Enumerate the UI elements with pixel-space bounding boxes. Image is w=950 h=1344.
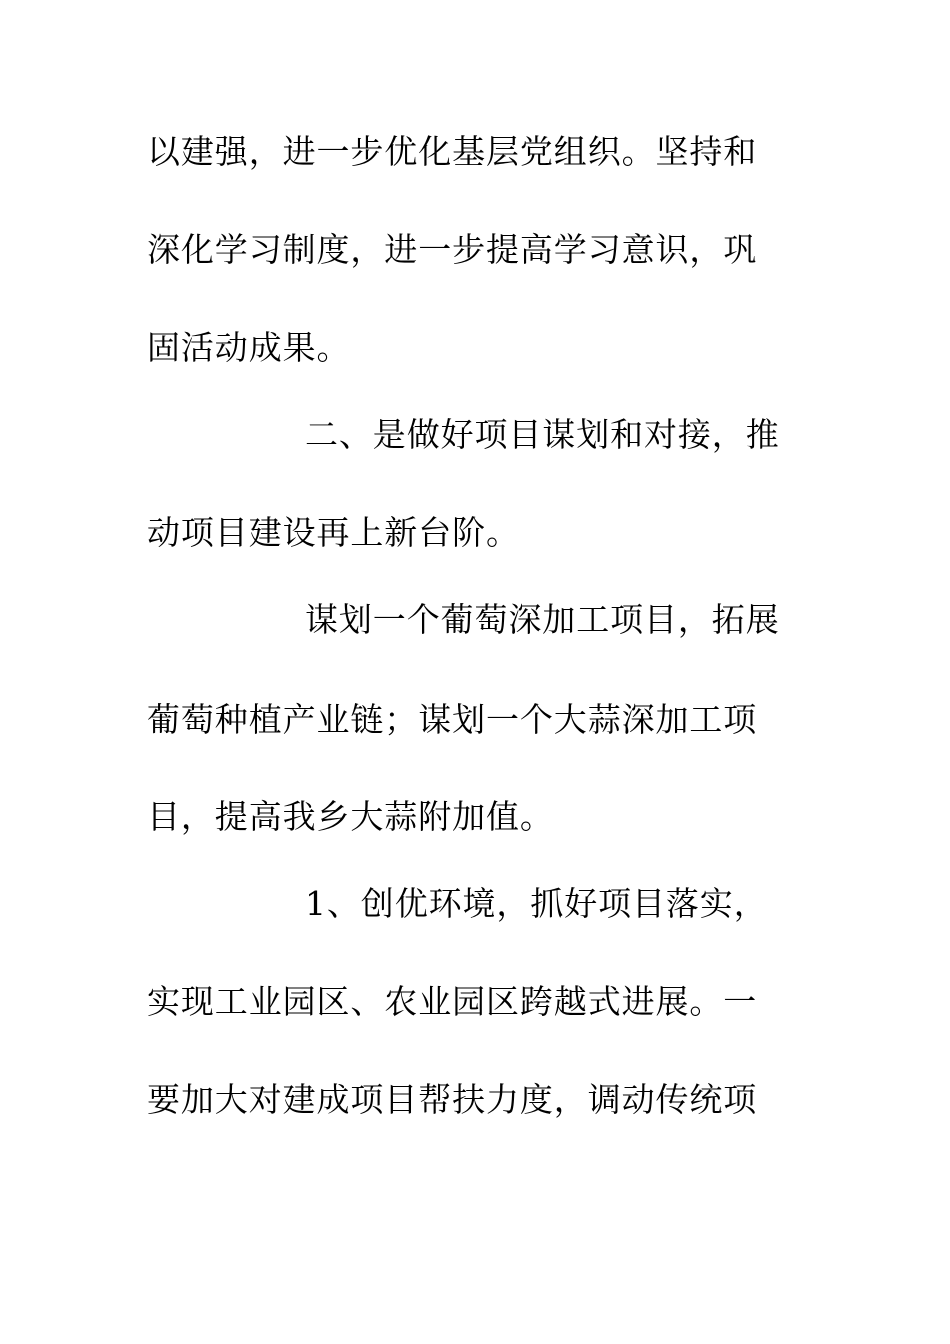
- text-line: 要加大对建成项目帮扶力度，调动传统项: [147, 1080, 758, 1119]
- numbered-item-first-line: 1、创优环境，抓好项目落实，: [305, 884, 768, 923]
- text-line: 目，提高我乡大蒜附加值。: [147, 797, 554, 836]
- text-line: 以建强，进一步优化基层党组织。坚持和: [147, 132, 758, 171]
- text-line: 葡萄种植产业链；谋划一个大蒜深加工项: [147, 700, 758, 739]
- text-line: 实现工业园区、农业园区跨越式进展。一: [147, 982, 758, 1021]
- text-line: 动项目建设再上新台阶。: [147, 513, 520, 552]
- section-heading: 二、是做好项目谋划和对接，推: [305, 415, 780, 454]
- paragraph-first-line: 谋划一个葡萄深加工项目，拓展: [305, 600, 780, 639]
- text-line: 固活动成果。: [147, 328, 351, 367]
- text-line: 深化学习制度，进一步提高学习意识，巩: [147, 230, 758, 269]
